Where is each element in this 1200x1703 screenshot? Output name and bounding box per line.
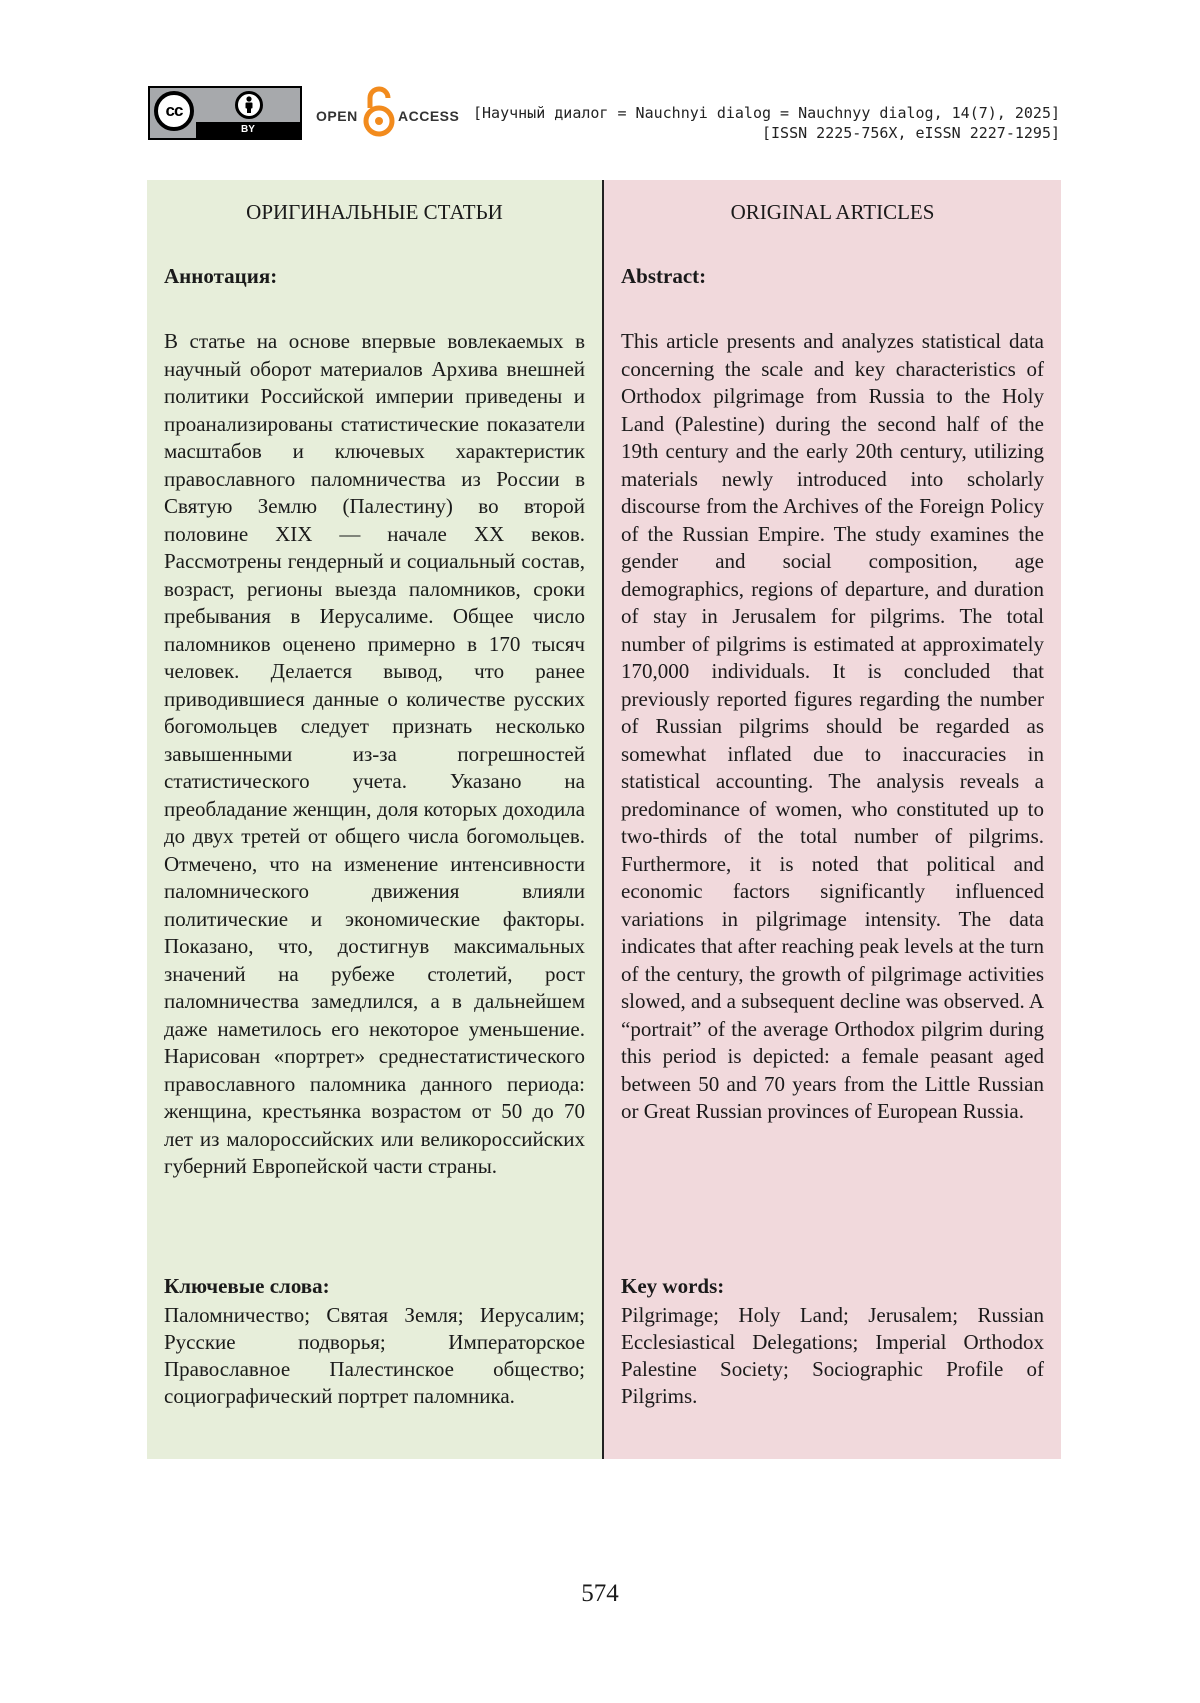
en-section-title: ORIGINAL ARTICLES	[730, 200, 935, 224]
by-label: BY	[196, 122, 300, 138]
ru-keywords-text: Паломничество; Святая Земля; Иерусалим; Русские подворья; Императорское Православное Палестинское общество; социографический портрет паломника.	[164, 1303, 585, 1408]
cc-by-license-badge[interactable]	[148, 86, 302, 140]
ru-section-title: ОРИГИНАЛЬНЫЕ СТАТЬИ	[246, 200, 503, 224]
page-header	[148, 86, 1060, 146]
page-number: 574	[581, 1580, 619, 1607]
creative-commons-icon: cc	[154, 91, 194, 131]
ru-keywords-label: Ключевые слова:	[164, 1274, 330, 1298]
open-access-open-text: OPEN	[316, 108, 358, 124]
open-access-access-text: ACCESS	[398, 108, 460, 124]
russian-column	[147, 180, 602, 1459]
english-column	[604, 180, 1061, 1459]
ru-abstract-text: В статье на основе впервые вовлекаемых в научный оборот материалов Архива внешней политики Российской империи приведены и проанализированы статистические показатели масштабов и ключевых характеристик православного паломничества из России в Святую Землю (Палестину) во второй половине XIX — начале XX веков. Рассмотрены гендерный и социальный состав, возраст, регионы выезда паломников, сроки пребывания в Иерусалиме. Общее число паломников оценено примерно в 170 тысяч человек. Делается вывод, что ранее приводившиеся данные о количестве русских богомольцев следует признать несколько завышенными из-за погрешностей статистического учета. Указано на преобладание женщин, доля которых доходила до двух третей от общего числа богомольцев. Отмечено, что на изменение интенсивности паломнического движения влияли политические и экономические факторы. Показано, что, достигнув максимальных значений на рубеже столетий, рост паломничества замедлился, а в дальнейшем даже наметилось его некоторое уменьшение. Нарисован «портрет» среднестатистического православного паломника данного периода: женщина, крестьянка возрастом от 50 до 70 лет из малороссийских или великороссийских губерний Европейской части страны.	[164, 329, 585, 1178]
abstract-columns	[147, 180, 1061, 1459]
open-access-lock-icon	[362, 86, 396, 140]
journal-issn-line: [ISSN 2225-756X, eISSN 2227-1295]	[761, 124, 1060, 142]
en-keywords-text: Pilgrimage; Holy Land; Jerusalem; Russian Ecclesiastical Delegations; Imperial Orthodox Palestine Society; Sociographic Profile of Pilgrims.	[621, 1303, 1044, 1408]
journal-citation	[473, 103, 1060, 143]
en-abstract-text: This article presents and analyzes statistical data concerning the scale and key characteristics of Orthodox pilgrimage from Russia to the Holy Land (Palestine) during the second half of the 19th century and the early 20th century, utilizing materials newly introduced into scholarly discourse from the Archives of the Foreign Policy of the Russian Empire. The study examines the gender and social composition, age demographics, regions of departure, and duration of stay in Jerusalem for pilgrims. The total number of pilgrims is estimated at approximately 170,000 individuals. It is concluded that previously reported figures regarding the number of Russian pilgrims should be regarded as somewhat inflated due to inaccuracies in statistical accounting. The analysis reveals a predominance of women, who constituted up to two-thirds of the total number of pilgrims. Furthermore, it is noted that political and economic factors significantly influenced variations in pilgrimage intensity. The data indicates that after reaching peak levels at the turn of the century, the growth of pilgrimage activities slowed, and a subsequent decline was observed. A “portrait” of the average Orthodox pilgrim during this period is depicted: a female peasant aged between 50 and 70 years from the Little Russian or Great Russian provinces of European Russia.	[621, 329, 1044, 1123]
attribution-person-icon	[235, 91, 263, 119]
journal-citation-line: [Научный диалог = Nauchnyi dialog = Nauchnyy dialog, 14(7), 2025]	[473, 104, 1060, 122]
en-abstract-label: Abstract:	[621, 264, 707, 288]
en-keywords-label: Key words:	[621, 1274, 725, 1298]
ru-abstract-label: Аннотация:	[164, 264, 278, 288]
